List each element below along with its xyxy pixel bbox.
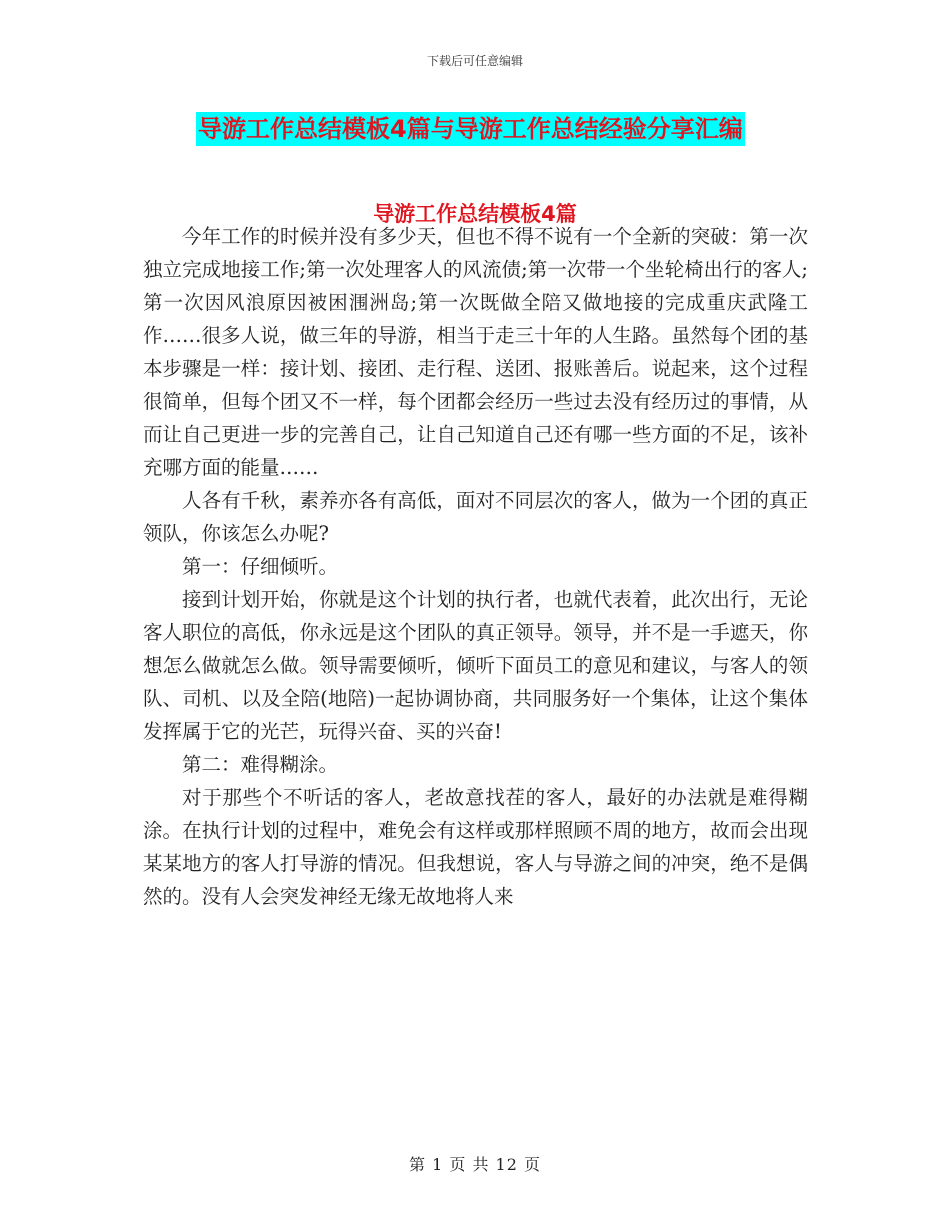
paragraph: 第二：难得糊涂。 — [182, 753, 339, 776]
page-footer: 第 1 页 共 12 页 — [409, 1155, 541, 1174]
paragraph: 对于那些个不听话的客人，老故意找茬的客人，最好的办法就是难得糊涂。在执行计划的过程中，难免会有这样或那样照顾不周的地方，故而会出现某某地方的客人打导游的情况。但我想说，客人与导游之间的冲突，绝不是偶然的。没有人会突发神经无缘无故地将人来 — [143, 786, 808, 908]
document-body — [143, 220, 808, 913]
main-title: 导游工作总结模板4篇与导游工作总结经验分享汇编 — [196, 112, 745, 146]
paragraph: 第一：仔细倾听。 — [182, 555, 339, 578]
paragraph: 今年工作的时候并没有多少天，但也不得不说有一个全新的突破：第一次独立完成地接工作;第一次处理客人的风流债;第一次带一个坐轮椅出行的客人;第一次因风浪原因被困涠洲岛;第一次既做全陪又做地接的完成重庆武隆工作……很多人说，做三年的导游，相当于走三十年的人生路。虽然每个团的基本步骤是一样：接计划、接团、走行程、送团、报账善后。说起来，这个过程很简单，但每个团又不一样，每个团都会经历一些过去没有经历过的事情，从而让自己更进一步的完善自己，让自己知道自己还有哪一些方面的不足，该补充哪方面的能量…… — [143, 225, 808, 479]
paragraph: 接到计划开始，你就是这个计划的执行者，也就代表着，此次出行，无论客人职位的高低，你永远是这个团队的真正领导。领导，并不是一手遮天，你想怎么做就怎么做。领导需要倾听，倾听下面员工的意见和建议，与客人的领队、司机、以及全陪(地陪)一起协调协商，共同服务好一个集体，让这个集体发挥属于它的光芒，玩得兴奋、买的兴奋! — [143, 588, 808, 743]
paragraph: 人各有千秋，素养亦各有高低，面对不同层次的客人，做为一个团的真正领队，你该怎么办呢? — [143, 489, 808, 545]
sub-title: 导游工作总结模板4篇 — [373, 202, 577, 226]
header-note: 下载后可任意编辑 — [426, 54, 523, 68]
main-title-wrap — [196, 112, 745, 146]
